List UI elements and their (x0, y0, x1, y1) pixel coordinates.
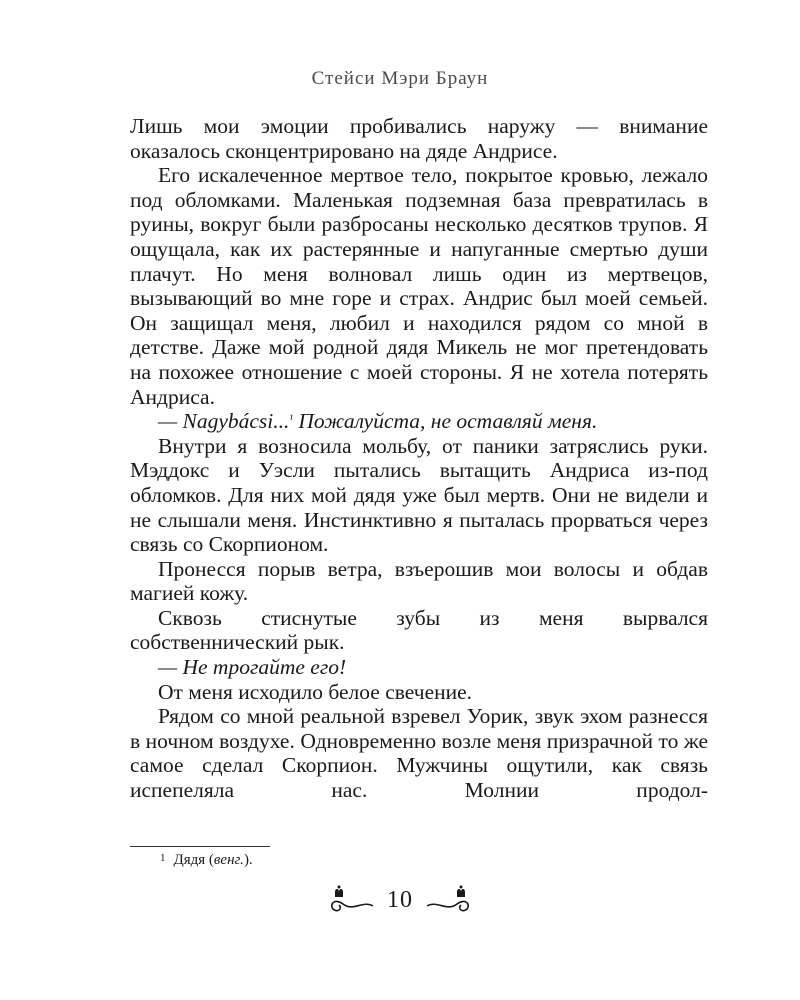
paragraph: Пронесся порыв ветра, взъерошив мои волосы и обдав магией кожу. (130, 556, 708, 606)
dialogue-text: — Nagybácsi... (158, 409, 290, 434)
page-number: 10 (387, 886, 413, 913)
dialogue-text: Пожалуйста, не оставляй меня. (293, 409, 598, 434)
footnote-text: Дядя ( (173, 852, 214, 868)
paragraph: Внутри я возносила мольбу, от паники затряслись руки. Мэддокс и Уэсли пытались вытащить Андриса из-под обломков. Для них мой дядя уже был мертв. Они не видели и не слышали меня. Инстинктивно я пыталась прорваться через связь со Скорпионом. (130, 433, 708, 557)
running-header: Стейси Мэри Браун (311, 68, 489, 89)
paragraph: Лишь мои эмоции пробивались наружу — внимание оказалось сконцентрировано на дяде Андрисе. (130, 114, 708, 163)
footnote-text-end: ). (243, 852, 253, 868)
footnote-divider (130, 846, 270, 847)
paragraph: Сквозь стиснутые зубы из меня вырвался собственнический рык. (130, 605, 708, 655)
footnote-language: венг. (213, 852, 244, 868)
right-ornament-icon (425, 884, 475, 916)
page-footer (0, 884, 800, 916)
footnote (160, 852, 253, 869)
footnote-marker[interactable]: ¹ (289, 412, 293, 427)
body-text (130, 114, 708, 803)
left-ornament-icon (325, 884, 375, 916)
dialogue-line (130, 409, 708, 434)
footnote-number: 1 (160, 852, 166, 864)
paragraph: От меня исходило белое свечение. (158, 679, 473, 704)
paragraph: Его искалеченное мертвое тело, покрытое кровью, лежало под обломками. Маленькая подземная база превратилась в руины, вокруг были разбросаны несколько десятков трупов. Я ощущала, как их растерянные и напуганные смертью души плачут. Но меня волновал лишь один из мертвецов, вызывающий во мне горе и страх. Андрис был моей семьей. Он защищал меня, любил и находился рядом со мной в детстве. Даже мой родной дядя Микель не мог претендовать на похожее отношение с моей стороны. Я не хотела потерять Андриса. (130, 163, 708, 409)
dialogue-line: — Не трогайте его! (158, 655, 347, 680)
paragraph: Рядом со мной реальной взревел Уорик, звук эхом разнесся в ночном воздухе. Одновременно возле меня призрачной то же самое сделал Скорпион. Мужчины ощутили, как связь испепеляла нас. Молнии продол- (130, 704, 708, 803)
